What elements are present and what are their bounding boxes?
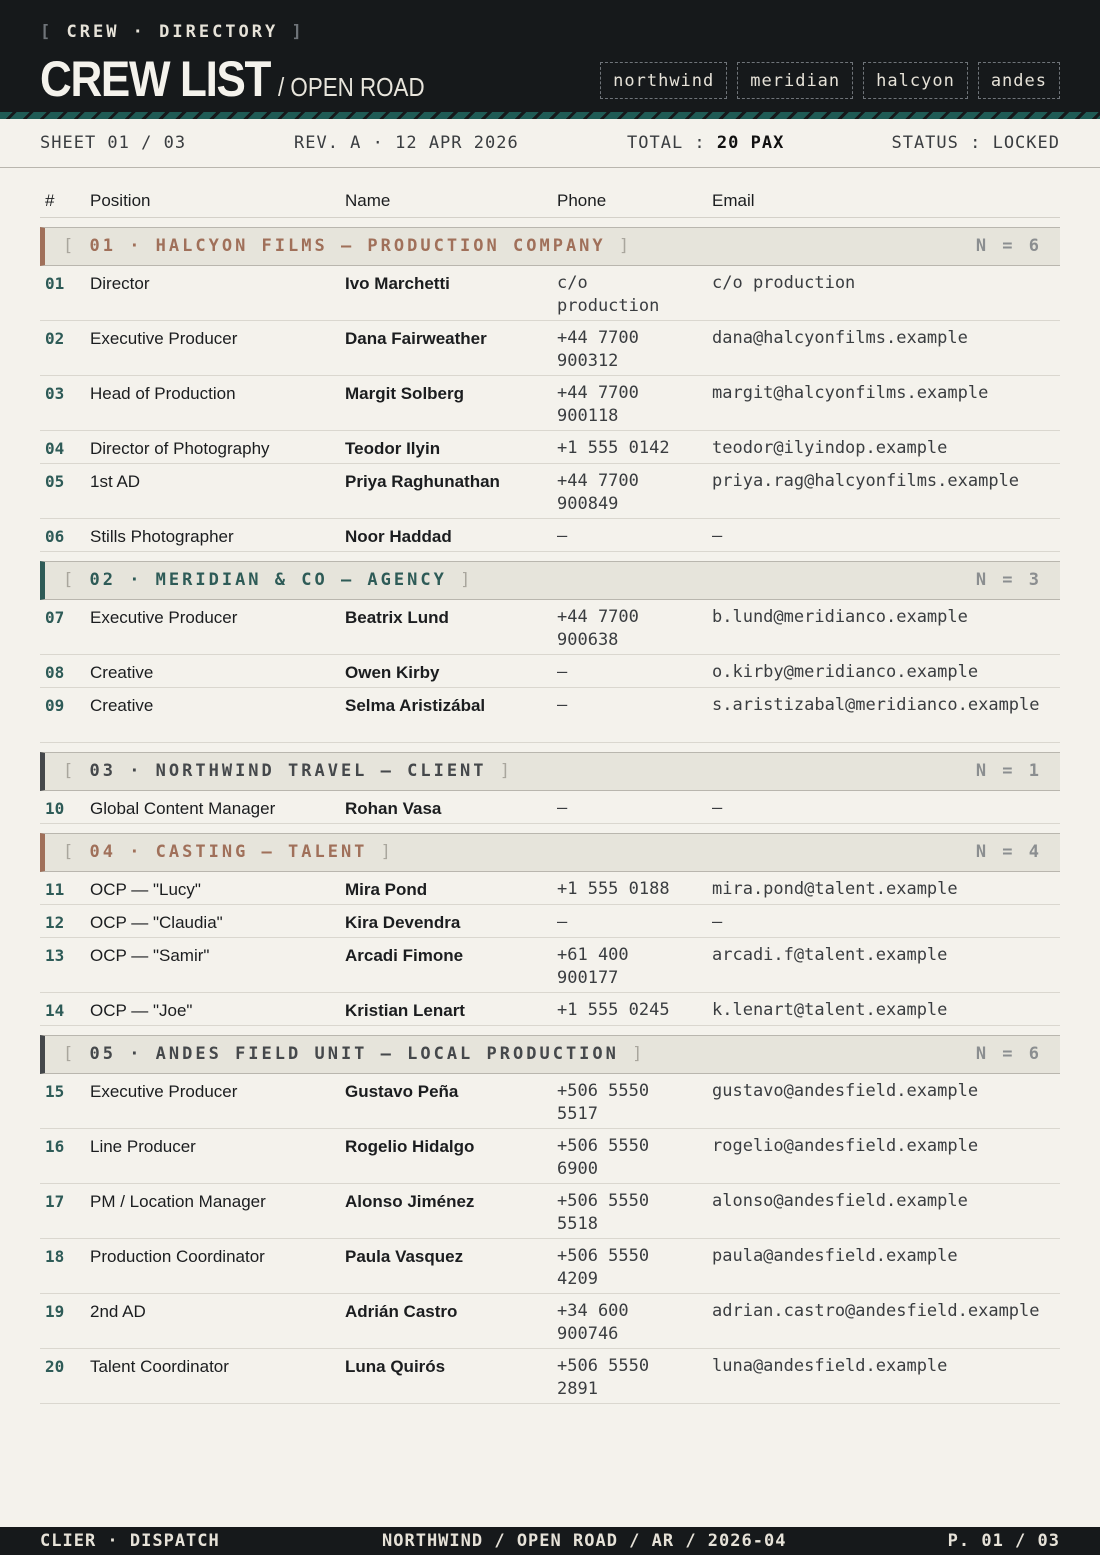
- group-header: [40, 561, 1060, 600]
- table-row[interactable]: [40, 600, 1060, 655]
- group-bracket-open: [: [63, 842, 90, 862]
- group-count: N = 1: [975, 761, 1042, 781]
- row-position: OCP — "Claudia": [90, 913, 223, 932]
- table-row[interactable]: [40, 1239, 1060, 1294]
- row-number: 07: [45, 608, 65, 627]
- row-position: Stills Photographer: [90, 527, 234, 546]
- footer-bar: [0, 1527, 1100, 1555]
- table-row[interactable]: [40, 464, 1060, 519]
- group-title: 02 · MERIDIAN & CO — AGENCY: [89, 570, 447, 590]
- row-number: 17: [45, 1192, 65, 1211]
- row-email[interactable]: adrian.castro@andesfield.example: [712, 1301, 1040, 1321]
- group-bracket-close: ]: [605, 236, 633, 256]
- row-position: Executive Producer: [90, 329, 238, 348]
- row-number: 18: [45, 1247, 65, 1266]
- row-number: 09: [45, 696, 65, 715]
- header-stripe-divider: [0, 112, 1100, 119]
- group-bracket-open: [: [63, 236, 90, 256]
- status-label: STATUS : LOCKED: [891, 133, 1060, 153]
- row-position: Executive Producer: [90, 1082, 238, 1101]
- page-title: CREW LIST: [40, 51, 271, 107]
- column-header-num: #: [45, 191, 55, 210]
- tag-andes[interactable]: andes: [978, 62, 1060, 99]
- row-email[interactable]: c/o production: [712, 273, 856, 293]
- column-header-phone: Phone: [557, 191, 607, 210]
- group-title: 03 · NORTHWIND TRAVEL — CLIENT: [89, 761, 487, 781]
- row-phone[interactable]: +61 400 900177: [557, 945, 629, 988]
- header-kicker: [40, 22, 305, 42]
- group-bracket-open: [: [63, 1044, 90, 1064]
- row-name: Beatrix Lund: [345, 608, 449, 627]
- row-number: 03: [45, 384, 65, 403]
- footer-page: P. 01 / 03: [947, 1531, 1060, 1551]
- group-label: [63, 236, 632, 256]
- row-phone[interactable]: +1 555 0245: [557, 1000, 670, 1020]
- row-phone[interactable]: +44 7700 900849: [557, 471, 639, 514]
- row-email[interactable]: paula@andesfield.example: [712, 1246, 958, 1266]
- table-row[interactable]: [40, 655, 1060, 688]
- group-header: [40, 833, 1060, 872]
- row-number: 06: [45, 527, 65, 546]
- row-name: Alonso Jiménez: [345, 1192, 475, 1211]
- row-phone[interactable]: +1 555 0188: [557, 879, 670, 899]
- row-name: Priya Raghunathan: [345, 472, 500, 491]
- column-header-position: Position: [90, 191, 151, 210]
- table-row[interactable]: [40, 688, 1060, 743]
- kicker-bracket-open: [: [40, 22, 67, 42]
- row-number: 05: [45, 472, 65, 491]
- title-row: [40, 50, 448, 108]
- row-name: Arcadi Fimone: [345, 946, 464, 965]
- row-email[interactable]: b.lund@meridianco.example: [712, 607, 968, 627]
- row-email[interactable]: mira.pond@talent.example: [712, 879, 958, 899]
- total-label: TOTAL :: [627, 133, 717, 153]
- group-count: N = 6: [975, 1044, 1042, 1064]
- group-label: [63, 1044, 645, 1064]
- row-position: 1st AD: [90, 472, 141, 491]
- row-number: 10: [45, 799, 65, 818]
- row-phone[interactable]: +1 555 0142: [557, 438, 670, 458]
- group-bracket-close: ]: [367, 842, 394, 862]
- row-email[interactable]: rogelio@andesfield.example: [712, 1136, 979, 1156]
- sheet-number: SHEET 01 / 03: [40, 133, 187, 153]
- row-phone[interactable]: +506 5550 4209: [557, 1246, 650, 1289]
- row-name: Kira Devendra: [345, 913, 461, 932]
- group-bracket-close: ]: [486, 761, 514, 781]
- group-bracket-open: [: [63, 570, 90, 590]
- company-tags: [600, 62, 1060, 99]
- row-position: Talent Coordinator: [90, 1357, 229, 1376]
- group-title: 04 · CASTING — TALENT: [89, 842, 368, 862]
- table-row[interactable]: [40, 376, 1060, 431]
- group-bracket-close: ]: [446, 570, 474, 590]
- row-email[interactable]: alonso@andesfield.example: [712, 1191, 968, 1211]
- row-position: Head of Production: [90, 384, 236, 403]
- row-phone[interactable]: +44 7700 900118: [557, 383, 639, 426]
- table-row[interactable]: [40, 1349, 1060, 1404]
- row-name: Gustavo Peña: [345, 1082, 459, 1101]
- row-email[interactable]: margit@halcyonfilms.example: [712, 383, 989, 403]
- row-position: OCP — "Joe": [90, 1001, 193, 1020]
- table-row[interactable]: [40, 993, 1060, 1026]
- row-position: Executive Producer: [90, 608, 238, 627]
- row-name: Paula Vasquez: [345, 1247, 464, 1266]
- kicker-text: CREW · DIRECTORY: [66, 22, 279, 42]
- row-number: 12: [45, 913, 65, 932]
- row-position: Creative: [90, 663, 154, 682]
- row-position: Production Coordinator: [90, 1247, 265, 1266]
- row-number: 04: [45, 439, 65, 458]
- page-subtitle: / OPEN ROAD: [278, 72, 425, 102]
- row-name: Kristian Lenart: [345, 1001, 465, 1020]
- group-count: N = 4: [975, 842, 1042, 862]
- row-name: Dana Fairweather: [345, 329, 487, 348]
- row-email[interactable]: gustavo@andesfield.example: [712, 1081, 979, 1101]
- row-name: Rogelio Hidalgo: [345, 1137, 475, 1156]
- footer-center: NORTHWIND / OPEN ROAD / AR / 2026-04: [382, 1531, 787, 1551]
- header-bar: [0, 0, 1100, 112]
- table-row[interactable]: [40, 431, 1060, 464]
- column-header-name: Name: [345, 191, 391, 210]
- row-name: Margit Solberg: [345, 384, 465, 403]
- row-position: Line Producer: [90, 1137, 196, 1156]
- total-value: 20 PAX: [716, 133, 785, 153]
- row-phone[interactable]: +44 7700 900312: [557, 328, 639, 371]
- row-phone[interactable]: +506 5550 5517: [557, 1081, 650, 1124]
- column-header-email: Email: [712, 191, 755, 210]
- group-label: [63, 761, 513, 781]
- row-number: 16: [45, 1137, 65, 1156]
- row-phone[interactable]: +34 600 900746: [557, 1301, 629, 1344]
- row-phone[interactable]: c/o production: [557, 273, 660, 316]
- row-number: 19: [45, 1302, 65, 1321]
- row-email[interactable]: k.lenart@talent.example: [712, 1000, 948, 1020]
- row-number: 15: [45, 1082, 65, 1101]
- row-number: 01: [45, 274, 65, 293]
- row-number: 02: [45, 329, 65, 348]
- row-name: Teodor Ilyin: [345, 439, 441, 458]
- row-position: 2nd AD: [90, 1302, 146, 1321]
- row-position: OCP — "Lucy": [90, 880, 201, 899]
- table-row[interactable]: [40, 1074, 1060, 1129]
- table-header: [40, 183, 1060, 218]
- total-count: [627, 133, 784, 153]
- row-position: Global Content Manager: [90, 799, 276, 818]
- group-bracket-close: ]: [618, 1044, 646, 1064]
- table-body: [40, 227, 1060, 1404]
- row-number: 20: [45, 1357, 65, 1376]
- table-row[interactable]: [40, 519, 1060, 552]
- meta-bar: [0, 119, 1100, 168]
- row-phone[interactable]: +506 5550 2891: [557, 1356, 650, 1399]
- row-name: Rohan Vasa: [345, 799, 442, 818]
- row-email[interactable]: luna@andesfield.example: [712, 1356, 948, 1376]
- crew-table: [40, 183, 1060, 1404]
- row-email[interactable]: —: [712, 798, 723, 818]
- group-count: N = 6: [975, 236, 1042, 256]
- row-email[interactable]: s.aristizabal@meridianco.example: [712, 695, 1040, 715]
- row-name: Mira Pond: [345, 880, 428, 899]
- row-name: Selma Aristizábal: [345, 696, 486, 715]
- row-name: Luna Quirós: [345, 1357, 446, 1376]
- row-phone[interactable]: +44 7700 900638: [557, 607, 639, 650]
- row-position: Director: [90, 274, 150, 293]
- tag-meridian[interactable]: meridian: [737, 62, 853, 99]
- row-email[interactable]: —: [712, 912, 723, 932]
- row-email[interactable]: —: [712, 526, 723, 546]
- group-header: [40, 227, 1060, 266]
- row-name: Adrián Castro: [345, 1302, 458, 1321]
- table-row[interactable]: [40, 1129, 1060, 1184]
- row-position: OCP — "Samir": [90, 946, 210, 965]
- row-number: 13: [45, 946, 65, 965]
- tag-halcyon[interactable]: halcyon: [863, 62, 968, 99]
- row-email[interactable]: teodor@ilyindop.example: [712, 438, 948, 458]
- group-bracket-open: [: [63, 761, 90, 781]
- row-email[interactable]: priya.rag@halcyonfilms.example: [712, 471, 1020, 491]
- group-header: [40, 1035, 1060, 1074]
- tag-northwind[interactable]: northwind: [600, 62, 727, 99]
- table-row[interactable]: [40, 791, 1060, 824]
- row-position: Director of Photography: [90, 439, 270, 458]
- row-position: Creative: [90, 696, 154, 715]
- row-name: Owen Kirby: [345, 663, 440, 682]
- row-number: 11: [45, 880, 65, 899]
- row-phone[interactable]: —: [557, 662, 568, 682]
- row-phone[interactable]: —: [557, 798, 568, 818]
- row-email[interactable]: arcadi.f@talent.example: [712, 945, 948, 965]
- table-row[interactable]: [40, 1184, 1060, 1239]
- group-count: N = 3: [975, 570, 1042, 590]
- footer-left: CLIER · DISPATCH: [40, 1531, 220, 1551]
- revision-date: REV. A · 12 APR 2026: [294, 133, 519, 153]
- row-email[interactable]: o.kirby@meridianco.example: [712, 662, 979, 682]
- row-name: Noor Haddad: [345, 527, 452, 546]
- group-label: [63, 570, 473, 590]
- table-row[interactable]: [40, 938, 1060, 993]
- table-row[interactable]: [40, 321, 1060, 376]
- row-phone[interactable]: —: [557, 912, 568, 932]
- row-position: PM / Location Manager: [90, 1192, 266, 1211]
- kicker-bracket-close: ]: [278, 22, 305, 42]
- table-row[interactable]: [40, 266, 1060, 321]
- row-email[interactable]: dana@halcyonfilms.example: [712, 328, 968, 348]
- row-number: 08: [45, 663, 65, 682]
- row-phone[interactable]: —: [557, 526, 568, 546]
- table-row[interactable]: [40, 1294, 1060, 1349]
- group-header: [40, 752, 1060, 791]
- row-phone[interactable]: —: [557, 695, 568, 715]
- row-number: 14: [45, 1001, 65, 1020]
- row-name: Ivo Marchetti: [345, 274, 450, 293]
- table-row[interactable]: [40, 905, 1060, 938]
- row-phone[interactable]: +506 5550 5518: [557, 1191, 650, 1234]
- group-title: 01 · HALCYON FILMS — PRODUCTION COMPANY: [89, 236, 606, 256]
- row-phone[interactable]: +506 5550 6900: [557, 1136, 650, 1179]
- table-row[interactable]: [40, 872, 1060, 905]
- group-label: [63, 842, 394, 862]
- group-title: 05 · ANDES FIELD UNIT — LOCAL PRODUCTION: [89, 1044, 619, 1064]
